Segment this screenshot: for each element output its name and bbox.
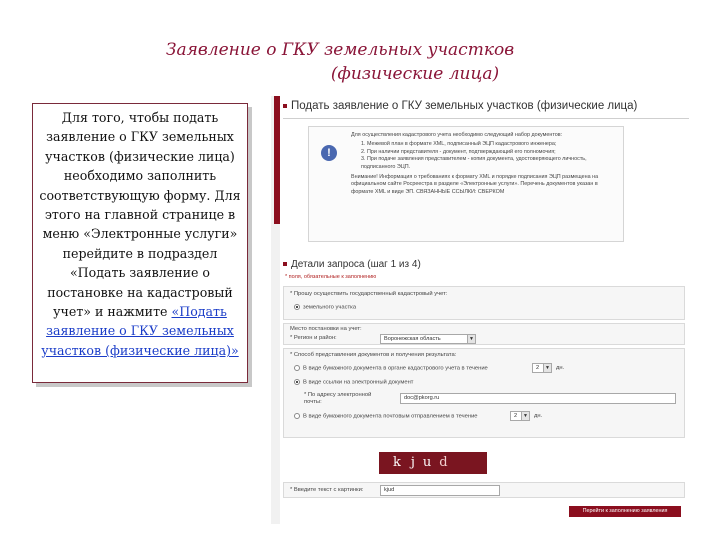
captcha-char: d <box>439 455 450 470</box>
notice-footer: Внимание! Информация о требованиях к формату XML и порядке подписания ЭЦП размещена на официальном сайте Росреестра в разделе «Электронные услуги». Перечень документов указан в формате XML и виде ЭП. СВЯЗАННЫЕ ССЫЛКИ: СВЕРКОМ <box>351 174 599 195</box>
land-plot-option[interactable]: земельного участка <box>294 304 356 311</box>
info-icon: ! <box>321 145 337 161</box>
proceed-button[interactable]: Перейти к заполнению заявления <box>569 506 681 517</box>
mail-days-suffix: дн. <box>534 413 543 419</box>
step-title: Детали запроса (шаг 1 из 4) <box>283 259 421 270</box>
panel-title: Подать заявление о ГКУ земельных участков (физические лица) <box>283 100 637 112</box>
captcha-char: u <box>422 455 434 470</box>
delivery-method-group <box>283 348 685 438</box>
delivery-option-email[interactable]: В виде ссылки на электронный документ <box>294 379 413 386</box>
email-label: * По адресу электронной почты: <box>304 392 372 405</box>
captcha-char: k <box>393 455 403 470</box>
captcha-group <box>283 482 685 498</box>
days-suffix: дн. <box>556 365 565 371</box>
captcha-image <box>379 452 487 474</box>
radio-icon[interactable] <box>294 304 300 310</box>
slide-title <box>0 38 720 86</box>
slide-title-line1: Заявление о ГКУ земельных участков <box>165 40 515 60</box>
requirements-notice <box>308 126 624 242</box>
form-screenshot <box>271 96 693 524</box>
chevron-down-icon[interactable]: ▼ <box>467 335 475 343</box>
radio-icon[interactable] <box>294 413 300 419</box>
email-input[interactable]: doc@pkorg.ru <box>400 393 676 404</box>
submit-form-link[interactable]: «Подать заявление о ГКУ земельных участков (физические лица)» <box>41 304 239 358</box>
chevron-down-icon[interactable]: ▼ <box>521 412 529 420</box>
instruction-note <box>32 103 248 383</box>
registration-type-caption: * Прошу осуществить государственный кадастровый учет: <box>290 291 448 297</box>
registration-type-group <box>283 286 685 320</box>
mail-days-select[interactable]: 2 ▼ <box>510 411 530 421</box>
location-group <box>283 323 685 345</box>
region-label: * Регион и район: <box>290 335 337 341</box>
captcha-char: j <box>410 455 417 470</box>
location-caption: Место постановки на учет: <box>290 326 362 332</box>
region-select[interactable]: Воронежская область ▼ <box>380 334 476 344</box>
notice-item: 3. При подаче заявления представителем - копия документа, удостоверяющего личность, подписанного ЭЦП. <box>361 156 587 170</box>
radio-icon[interactable] <box>294 365 300 371</box>
instruction-text: Для того, чтобы подать заявление о ГКУ земельных участков (физические лица) необходимо заполнить соответствующую форму. Для этого на главной странице в меню «Электронные услуги» перейдите в подраздел «Подать заявление о постановке на кадастровый учет» и нажмите <box>39 110 241 320</box>
panel-divider <box>283 118 689 119</box>
notice-intro: Для осуществления кадастрового учета необходимо следующий набор документов: <box>351 132 563 138</box>
notice-item: 2. При наличии представителя - документ, подтверждающий его полномочия; <box>361 148 556 155</box>
delivery-option-office[interactable]: В виде бумажного документа в органе кадастрового учета в течение <box>294 365 488 372</box>
notice-item: 1. Межевой план в формате XML, подписанный ЭЦП кадастрового инженера; <box>361 141 557 148</box>
captcha-caption: * Введите текст с картинки: <box>290 487 364 493</box>
delivery-method-caption: * Способ представления документов и получения результата: <box>290 352 457 358</box>
screenshot-sidebar-strip <box>271 96 280 524</box>
captcha-input[interactable]: kjud <box>380 485 500 496</box>
slide-title-line2: (физические лица) <box>330 64 500 84</box>
chevron-down-icon[interactable]: ▼ <box>543 364 551 372</box>
radio-icon[interactable] <box>294 379 300 385</box>
delivery-option-mail[interactable]: В виде бумажного документа почтовым отправлением в течение <box>294 413 478 420</box>
days-select[interactable]: 2 ▼ <box>532 363 552 373</box>
required-fields-note: * поля, обязательные к заполнению <box>285 274 377 280</box>
